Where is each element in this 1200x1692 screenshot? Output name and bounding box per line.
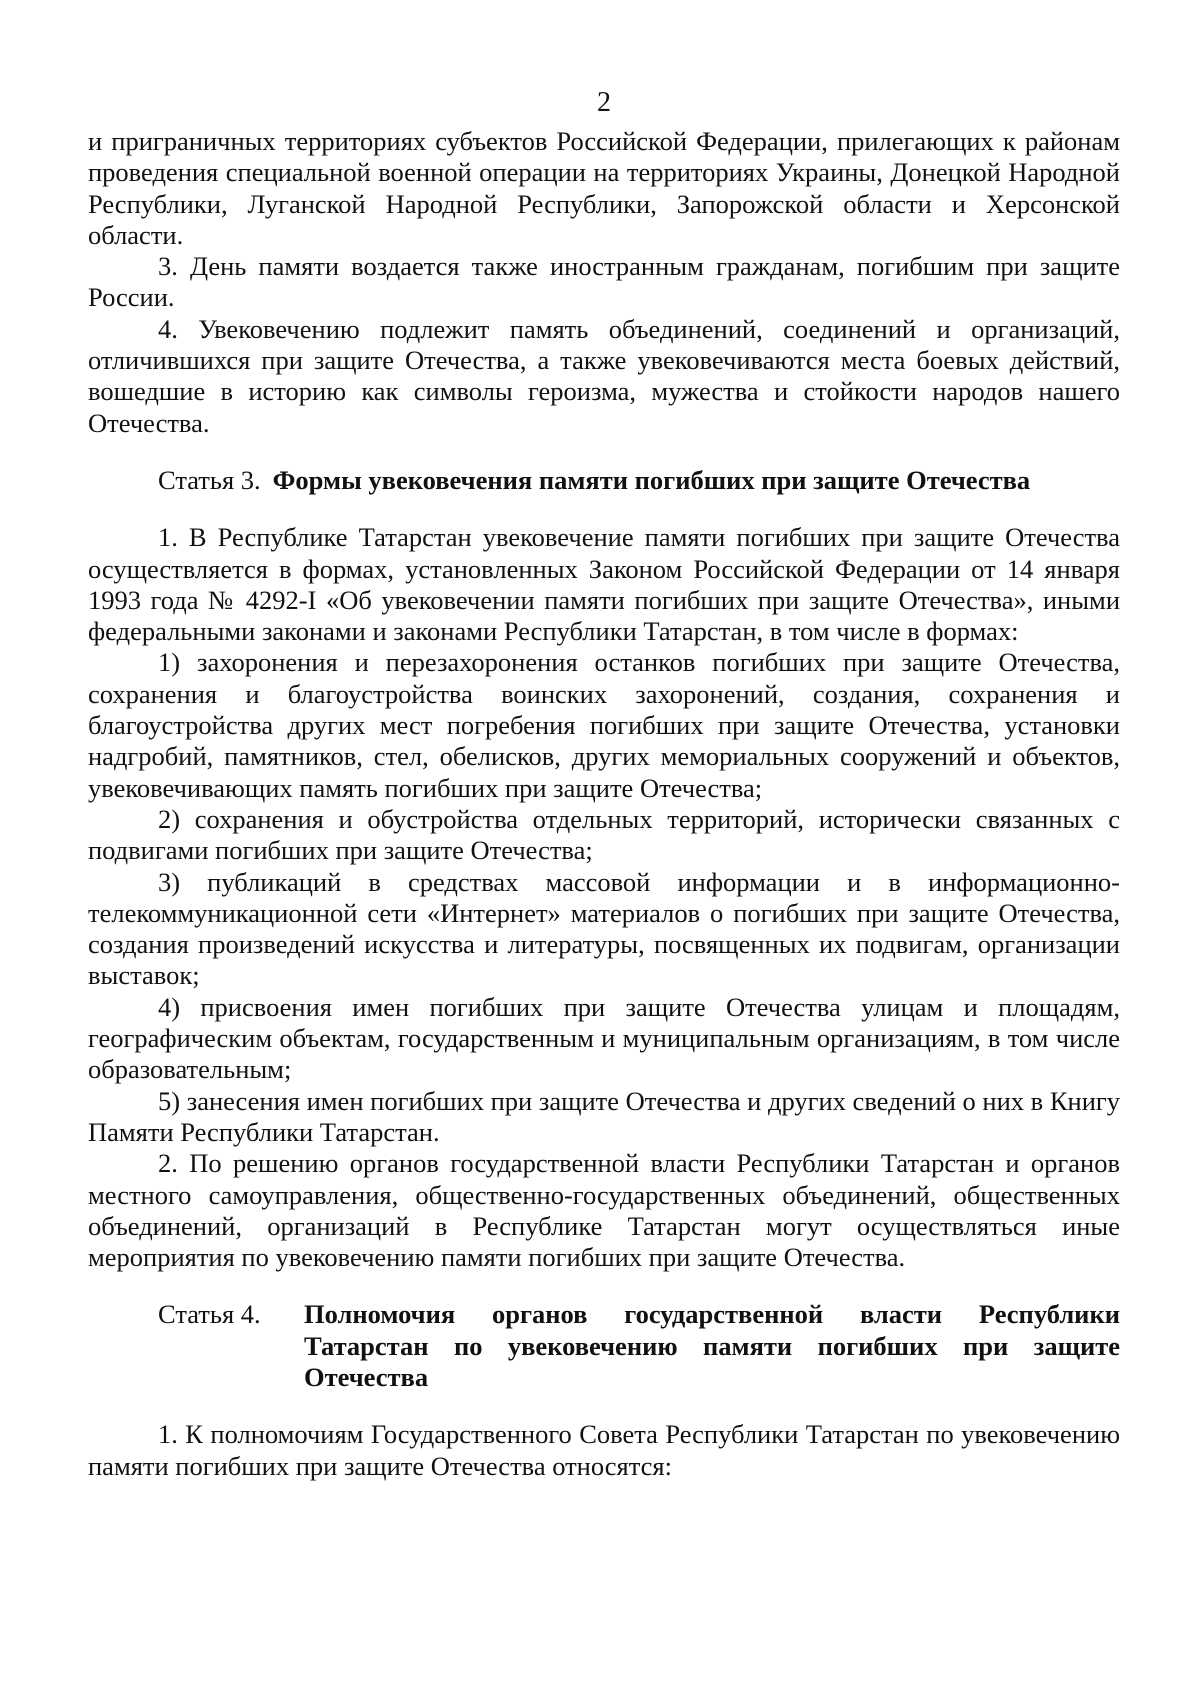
article-label: Статья 3.: [158, 464, 261, 495]
paragraph: 4. Увековечению подлежит память объединений, соединений и организаций, отличившихся при защите Отечества, а также увековечиваются места боевых действий, вошедшие в историю как символы героизма, мужества и стойкости народов нашего Отечества.: [88, 313, 1120, 438]
paragraph: 1. В Республике Татарстан увековечение памяти погибших при защите Отечества осуществляется в формах, установленных Законом Российской Федерации от 14 января 1993 года № 4292-I «Об увековечении памяти погибших при защите Отечества», иными федеральными законами и законами Республики Татарстан, в том числе в формах:: [88, 522, 1120, 647]
paragraph: 3) публикаций в средствах массовой информации и в информационно-телекоммуникационной сети «Интернет» материалов о погибших при защите Отечества, создания произведений искусства и литературы, посвященных их подвигам, организации выставок;: [88, 866, 1120, 991]
article-title: Формы увековечения памяти погибших при защите Отечества: [272, 464, 1031, 495]
document-page: [88, 86, 1120, 1482]
paragraph: 2. По решению органов государственной власти Республики Татарстан и органов местного самоуправления, общественно-государственных объединений, общественных объединений, организаций в Республике Татарстан могут осуществляться иные мероприятия по увековечению памяти погибших при защите Отечества.: [88, 1148, 1120, 1273]
paragraph: и приграничных территориях субъектов Российской Федерации, прилегающих к районам проведения специальной военной операции на территориях Украины, Донецкой Народной Республики, Луганской Народной Республики, Запорожской области и Херсонской области.: [88, 126, 1120, 250]
paragraph: 5) занесения имен погибших при защите Отечества и других сведений о них в Книгу Памяти Республики Татарстан.: [88, 1085, 1120, 1147]
article-title: Полномочия органов государственной власти Республики Татарстан по увековечению памяти погибших при защите Отечества: [304, 1299, 1120, 1392]
paragraph: 1) захоронения и перезахоронения останков погибших при защите Отечества, сохранения и благоустройства воинских захоронений, создания, сохранения и благоустройства других мест погребения погибших при защите Отечества, установки надгробий, памятников, стел, обелисков, других мемориальных сооружений и объектов, увековечивающих память погибших при защите Отечества;: [88, 647, 1120, 803]
paragraph: 1. К полномочиям Государственного Совета Республики Татарстан по увековечению памяти погибших при защите Отечества относятся:: [88, 1419, 1120, 1481]
paragraph: 4) присвоения имен погибших при защите Отечества улицам и площадям, географическим объектам, государственным и муниципальным организациям, в том числе образовательным;: [88, 991, 1120, 1085]
page-number: 2: [597, 87, 611, 118]
paragraph: 3. День памяти воздается также иностранным гражданам, погибшим при защите России.: [88, 251, 1120, 313]
paragraph: 2) сохранения и обустройства отдельных территорий, исторически связанных с подвигами погибших при защите Отечества;: [88, 803, 1120, 866]
document-body: [88, 126, 1120, 1482]
article-heading: [88, 465, 1120, 496]
article-label: Статья 4.: [158, 1299, 261, 1330]
article-heading: [88, 1299, 1120, 1393]
